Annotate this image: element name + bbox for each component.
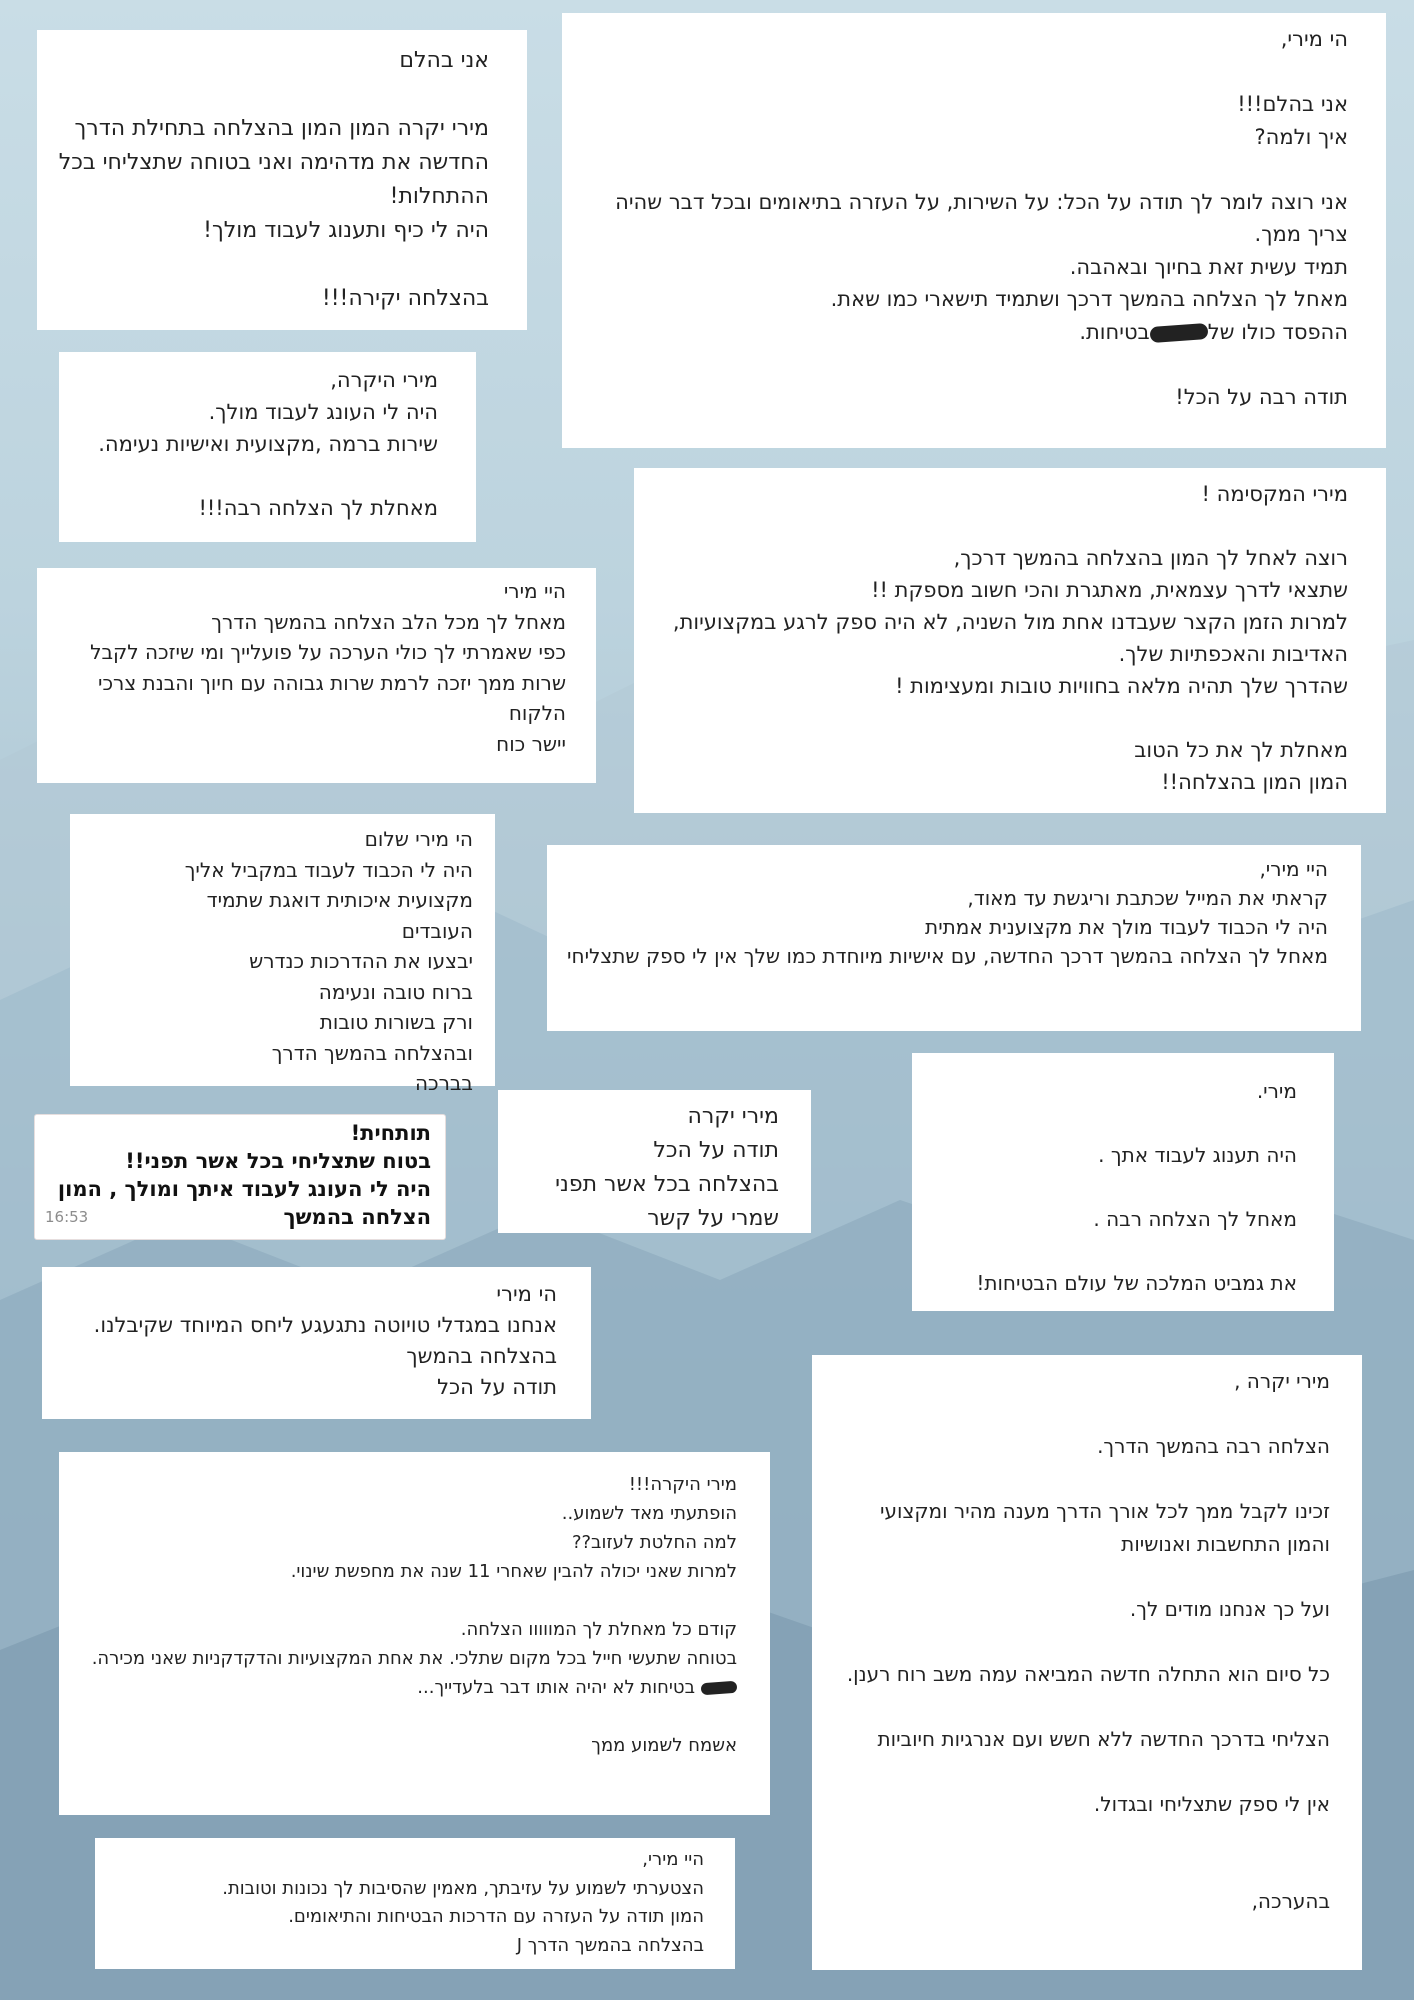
message-card-6 — [70, 814, 495, 1095]
message-card-4 — [634, 468, 1386, 813]
message-card-2 — [37, 30, 527, 330]
message-text: היי מירי, קראתי את המייל שכתבת וריגשת עד מאוד, היה לי הכבוד לעבוד מולך את מקצוענית אמתית מאחל לך הצלחה בהמשך דרכך החדשה, עם אישיות מיוחדת כמו שלך אין לי ספק שתצליחי — [567, 857, 1328, 968]
message-card-13 — [59, 1452, 770, 1815]
message-text-redacted-line — [582, 316, 1348, 349]
message-text: מירי יקרה תודה על הכל בהצלחה בכל אשר תפני שמרי על קשר — [555, 1104, 779, 1231]
message-card-12 — [812, 1355, 1362, 1970]
message-text: הי מירי אנחנו במגדלי טויוטה נתגעגע ליחס המיוחד שקיבלנו. בהצלחה בהמשך תודה על הכל — [93, 1282, 557, 1399]
message-text: היי מירי, הצטערתי לשמוע על עזיבתך, מאמין שהסיבות לך נכונות וטובות. המון תודה על העזרה עם הדרכות הבטיחות והתיאומים. בהצלחה בהמשך הדרך J — [222, 1849, 704, 1956]
message-text-redacted-line — [73, 1673, 737, 1702]
message-text: תודה רבה על הכל! — [1175, 384, 1348, 409]
message-text: בטיחות לא יהיה אותו דבר בלעדייך... — [417, 1677, 695, 1698]
message-text: הי מירי, אני בהלם!!! איך ולמה? אני רוצה לומר לך תודה על הכל: על השירות, על העזרה בתיאומים ובכל דבר שהיה צריך ממך. תמיד עשית זאת בחיוך ובאהבה. מאחל לך הצלחה בהמשך דרכך ושתמיד תישארי כמו שאת. — [615, 27, 1348, 311]
chat-bubble-screenshot — [34, 1114, 446, 1240]
message-text: היי מירי מאחל לך מכל הלב הצלחה בהמשך הדרך כפי שאמרתי לך כולי הערכה על פועלייך ומי שיזכה לקבל שרות ממך יזכה לרמת שרות גבוהה עם חיוך והבנת צרכי הלקוח יישר כוח — [90, 579, 566, 756]
message-text: אני בהלם מירי יקרה המון המון בהצלחה בתחילת הדרך החדשה את מדהימה ואני בטוחה שתצליחי בכל ההתחלות! היה לי כיף ותענוג לעבוד מולך! בהצלחה יקירה!!! — [58, 48, 489, 311]
redaction-scribble-icon — [1149, 322, 1208, 342]
message-text: תותחית! בטוח שתצליחי בכל אשר תפני!! היה לי העונג לעבוד איתך ומולך , המון הצלחה בהמשך — [57, 1121, 431, 1229]
message-text: מירי. היה תענוג לעבוד אתך . מאחל לך הצלחה רבה . את גמביט המלכה של עולם הבטיחות! — [976, 1079, 1297, 1295]
message-card-5 — [37, 568, 596, 783]
message-text: מירי היקרה!!! הופתעתי מאד לשמוע.. למה החלטת לעזוב?? למרות שאני יכולה להבין שאחרי 11 שנה את מחפשת שינוי. קודם כל מאחלת לך המווווו הצלחה. בטוחה שתעשי חייל בכל מקום שתלכי. את אחת המקצועיות והדקדקניות שאני מכירה. — [91, 1474, 737, 1669]
message-card-8 — [912, 1053, 1334, 1311]
message-card-1 — [562, 13, 1386, 448]
message-text: הי מירי שלום היה לי הכבוד לעבוד במקביל אליך מקצועית איכותית דואגת שתמיד העובדים יבצעו את ההדרכות כנדרש ברוח טובה ונעימה ורק בשורות טובות ובהצלחה בהמשך הדרך בברכה — [184, 827, 473, 1095]
message-text: בטיחות. — [1079, 319, 1150, 344]
message-card-7 — [547, 845, 1361, 1031]
message-timestamp: 16:53 — [45, 1208, 89, 1226]
message-text: מירי יקרה , הצלחה רבה בהמשך הדרך. זכינו לקבל ממך לכל אורך הדרך מענה מהיר ומקצועי והמון התחשבות ואנושיות ועל כך אנחנו מודים לך. כל סיום הוא התחלה חדשה המביאה עמה משב רוח רענן. הצליחי בדרכך החדשה ללא חשש ועם אנרגיות חיוביות אין לי ספק שתצליחי ובגדול. בהערכה, — [846, 1369, 1330, 1913]
redaction-scribble-icon — [701, 1681, 738, 1695]
message-text: מירי היקרה, היה לי העונג לעבוד מולך. שירות ברמה ,מקצועית ואישיות נעימה. מאחלת לך הצלחה רבה!!! — [98, 368, 438, 520]
message-card-11 — [42, 1267, 591, 1419]
message-text: ההפסד כולו של — [1207, 319, 1348, 344]
message-card-3 — [59, 352, 476, 542]
message-card-14 — [95, 1838, 735, 1969]
message-card-10 — [498, 1090, 811, 1233]
message-text: אשמח לשמוע ממך — [591, 1735, 737, 1756]
message-text: מירי המקסימה ! רוצה לאחל לך המון בהצלחה בהמשך דרכך, שתצאי לדרך עצמאית, מאתגרת והכי חשוב מספקת !! למרות הזמן הקצר שעבדנו אחת מול השניה, לא היה ספק לרגע במקצועיות, האדיבות והאכפתיות שלך. שהדרך שלך תהיה מלאה בחוויות טובות ומעצימות ! מאחלת לך את כל הטוב המון המון בהצלחה!! — [672, 482, 1348, 794]
